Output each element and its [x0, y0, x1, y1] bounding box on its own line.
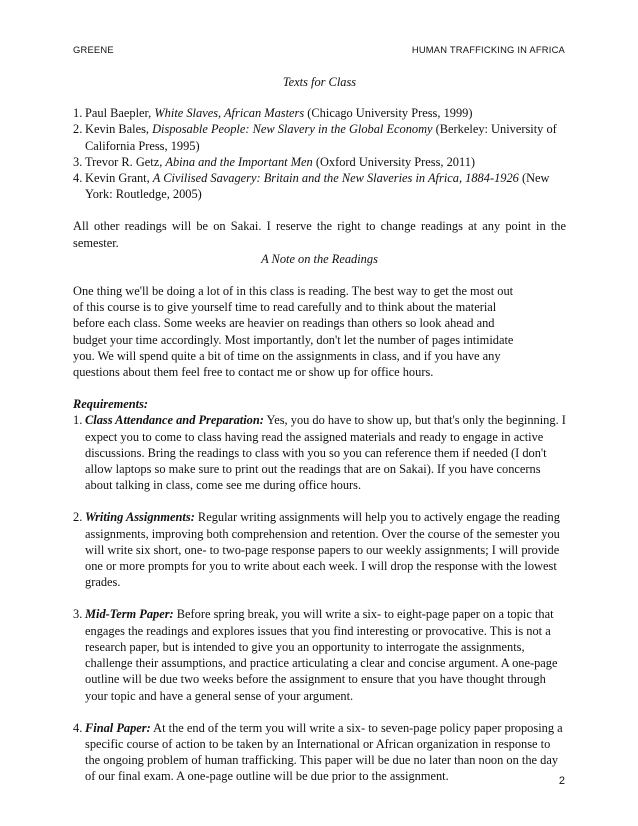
readings-note-paragraph: One thing we'll be doing a lot of in this class is reading. The best way to get the most out of this course is to give yourself time to read carefully and to think about the material before each class. Some weeks are heavier on readings than others so look ahead and budget your time accordingly. Most importantly, don't let the number of pages intimidate you. We will spend quite a bit of time on the assignments in class, and if you have any questions about them feel free to contact me or show up for office hours.	[73, 284, 514, 380]
requirement-title: Writing Assignments:	[85, 510, 195, 525]
running-header	[73, 42, 565, 58]
book-title: Disposable People: New Slavery in the Global Economy	[152, 122, 433, 137]
requirement-title: Mid-Term Paper:	[85, 607, 174, 622]
requirement-item: 2. Writing Assignments: Regular writing assignments will help you to actively engage the reading assignments, improving both comprehension and retention. Over the course of the semester you will write six short, one- to two-page response papers to our weekly assignments; I will provide one or more prompts for you to write about each week. I will drop the response with the lowest grades.	[73, 510, 560, 590]
requirements-list	[73, 412, 566, 784]
header-course-title: HUMAN TRAFFICKING IN AFRICA	[411, 44, 565, 55]
book-item: 3. Trevor R. Getz, Abina and the Important Men (Oxford University Press, 2011)	[73, 154, 476, 169]
page-number: 2	[558, 775, 565, 787]
requirements-heading: Requirements:	[73, 397, 149, 412]
book-title: White Slaves, African Masters	[154, 106, 305, 121]
book-title: Abina and the Important Men	[165, 154, 313, 169]
requirement-title: Final Paper:	[85, 720, 151, 735]
book-item: 4. Kevin Grant, A Civilised Savagery: Britain and the New Slaveries in Africa, 1884-1926 (New York: Routledge, 2005)	[73, 171, 550, 202]
requirement-item: 3. Mid-Term Paper: Before spring break, you will write a six- to eight-page paper on a topic that engages the readings and explores issues that you find interesting or provocative. This is not a research paper, but is intended to give you an opportunity to interrogate the assignments, challenge their assumptions, and practice articulating a clear and concise argument. A one-page outline will be due two weeks before the assignment to ensure that you have thought through your topic and have a general sense of your argument.	[73, 607, 558, 703]
sakai-note: All other readings will be on Sakai. I reserve the right to change readings at any point in the semester.	[73, 219, 566, 250]
texts-for-class-heading: Texts for Class	[282, 75, 357, 89]
page-content	[73, 74, 566, 785]
book-list	[73, 105, 566, 202]
book-item: 1. Paul Baepler, White Slaves, African Masters (Chicago University Press, 1999)	[73, 106, 473, 121]
book-title: A Civilised Savagery: Britain and the New Slaveries in Africa, 1884-1926	[152, 171, 519, 186]
header-author: GREENE	[73, 44, 114, 55]
requirement-item: 4. Final Paper: At the end of the term you will write a six- to seven-page policy paper proposing a specific course of action to be taken by an International or African organization in response to the ongoing problem of human trafficking. This paper will be due no later than noon on the day of our final exam. A one-page outline will be due prior to the assignment.	[73, 720, 563, 784]
requirement-item: 1. Class Attendance and Preparation: Yes, you do have to show up, but that's only the beginning. I expect you to come to class having read the assigned materials and ready to engage in active discussions. Bring the readings to class with you so you can reference them if needed (I don't allow laptops so make sure to print out the readings that are on Sakai). If you have concerns about talking in class, come see me during office hours.	[73, 413, 566, 493]
readings-note-heading: A Note on the Readings	[261, 251, 378, 266]
book-item: 2. Kevin Bales, Disposable People: New Slavery in the Global Economy (Berkeley: University of California Press, 1995)	[73, 122, 557, 153]
requirement-title: Class Attendance and Preparation:	[85, 413, 264, 428]
